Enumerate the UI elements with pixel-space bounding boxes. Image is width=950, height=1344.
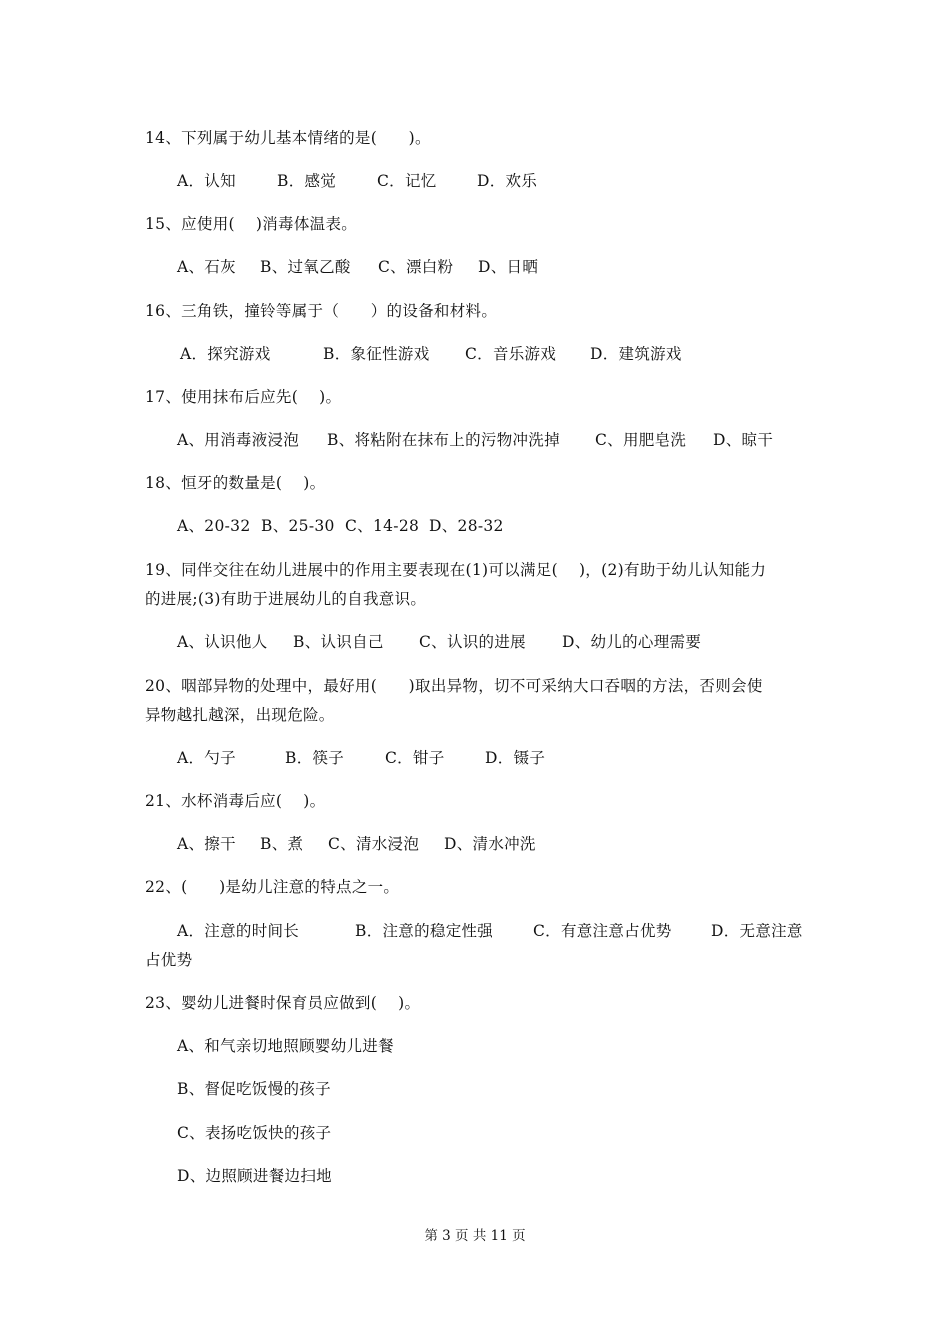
option-b: B、煮: [260, 835, 304, 853]
option-d: D、28-32: [429, 517, 504, 535]
question-19-line-1: 19、同伴交往在幼儿进展中的作用主要表现在(1)可以满足( )，(2)有助于幼儿认知能力: [145, 561, 767, 579]
question-18-options: [177, 512, 857, 541]
option-a: A、认识他人: [177, 633, 268, 651]
option-d: D．建筑游戏: [590, 345, 682, 363]
option-c: C．钳子: [385, 749, 445, 767]
option-c: C、用肥皂洗: [595, 431, 687, 449]
option-c: C．音乐游戏: [465, 345, 557, 363]
question-20-options: [177, 744, 857, 773]
question-15-options: [177, 253, 857, 282]
question-17: 17、使用抹布后应先( )。: [145, 388, 342, 406]
option-a: A．认知: [177, 172, 236, 190]
option-a: A、用消毒液浸泡: [177, 431, 300, 449]
option-c: C、14-28: [345, 517, 420, 535]
question-16-options: [180, 340, 860, 369]
question-15: 15、应使用( )消毒体温表。: [145, 215, 358, 233]
option-a: A．探究游戏: [180, 345, 271, 363]
option-b: B．感觉: [277, 172, 337, 190]
question-20-line-2: 异物越扎越深，出现危险。: [145, 706, 335, 724]
question-16: 16、三角铁，撞铃等属于（ ）的设备和材料。: [145, 302, 498, 320]
option-c: C、认识的进展: [419, 633, 526, 651]
question-17-options: [177, 426, 857, 455]
option-b: B．象征性游戏: [323, 345, 430, 363]
option-d: D．欢乐: [477, 172, 538, 190]
option-a: A、石灰: [177, 258, 236, 276]
question-19-options: [177, 628, 857, 657]
option-d: D．无意注意: [711, 922, 803, 940]
option-b: B．筷子: [285, 749, 345, 767]
question-22-options-line-1: [177, 917, 857, 946]
option-d: D、清水冲洗: [444, 835, 536, 853]
option-c: C．记忆: [377, 172, 437, 190]
option-d: D．镊子: [485, 749, 546, 767]
option-b: B．注意的稳定性强: [355, 922, 494, 940]
option-b: B、认识自己: [293, 633, 384, 651]
option-b: B、过氧乙酸: [260, 258, 351, 276]
question-21-options: [177, 830, 857, 859]
option-a: A、20-32: [177, 517, 251, 535]
option-b: B、将粘附在抹布上的污物冲洗掉: [327, 431, 560, 449]
option-c: C、清水浸泡: [328, 835, 420, 853]
question-23: 23、婴幼儿进餐时保育员应做到( )。: [145, 994, 421, 1012]
option-d: D、幼儿的心理需要: [562, 633, 702, 651]
option-a: A．勺子: [177, 749, 236, 767]
option-a: A．注意的时间长: [177, 922, 300, 940]
question-14-options: [177, 167, 857, 196]
question-23-option-d: D、边照顾进餐边扫地: [177, 1167, 332, 1185]
question-14: 14、下列属于幼儿基本情绪的是( )。: [145, 129, 431, 147]
option-a: A、擦干: [177, 835, 236, 853]
question-18: 18、恒牙的数量是( )。: [145, 474, 326, 492]
question-19-line-2: 的进展;(3)有助于进展幼儿的自我意识。: [145, 590, 427, 608]
option-b: B、25-30: [261, 517, 335, 535]
question-22: 22、( )是幼儿注意的特点之一。: [145, 878, 400, 896]
page-footer: 第 3 页 共 11 页: [424, 1228, 526, 1244]
question-22-options-line-2: 占优势: [145, 951, 193, 969]
question-23-option-c: C、表扬吃饭快的孩子: [177, 1124, 332, 1142]
question-21: 21、水杯消毒后应( )。: [145, 792, 326, 810]
option-d: D、日晒: [478, 258, 539, 276]
question-23-option-a: A、和气亲切地照顾婴幼儿进餐: [177, 1037, 394, 1055]
option-c: C．有意注意占优势: [533, 922, 672, 940]
option-d: D、晾干: [713, 431, 774, 449]
question-23-option-b: B、督促吃饭慢的孩子: [177, 1080, 331, 1098]
question-20-line-1: 20、咽部异物的处理中，最好用( )取出异物，切不可采纳大口吞咽的方法，否则会使: [145, 677, 763, 695]
option-c: C、漂白粉: [378, 258, 454, 276]
